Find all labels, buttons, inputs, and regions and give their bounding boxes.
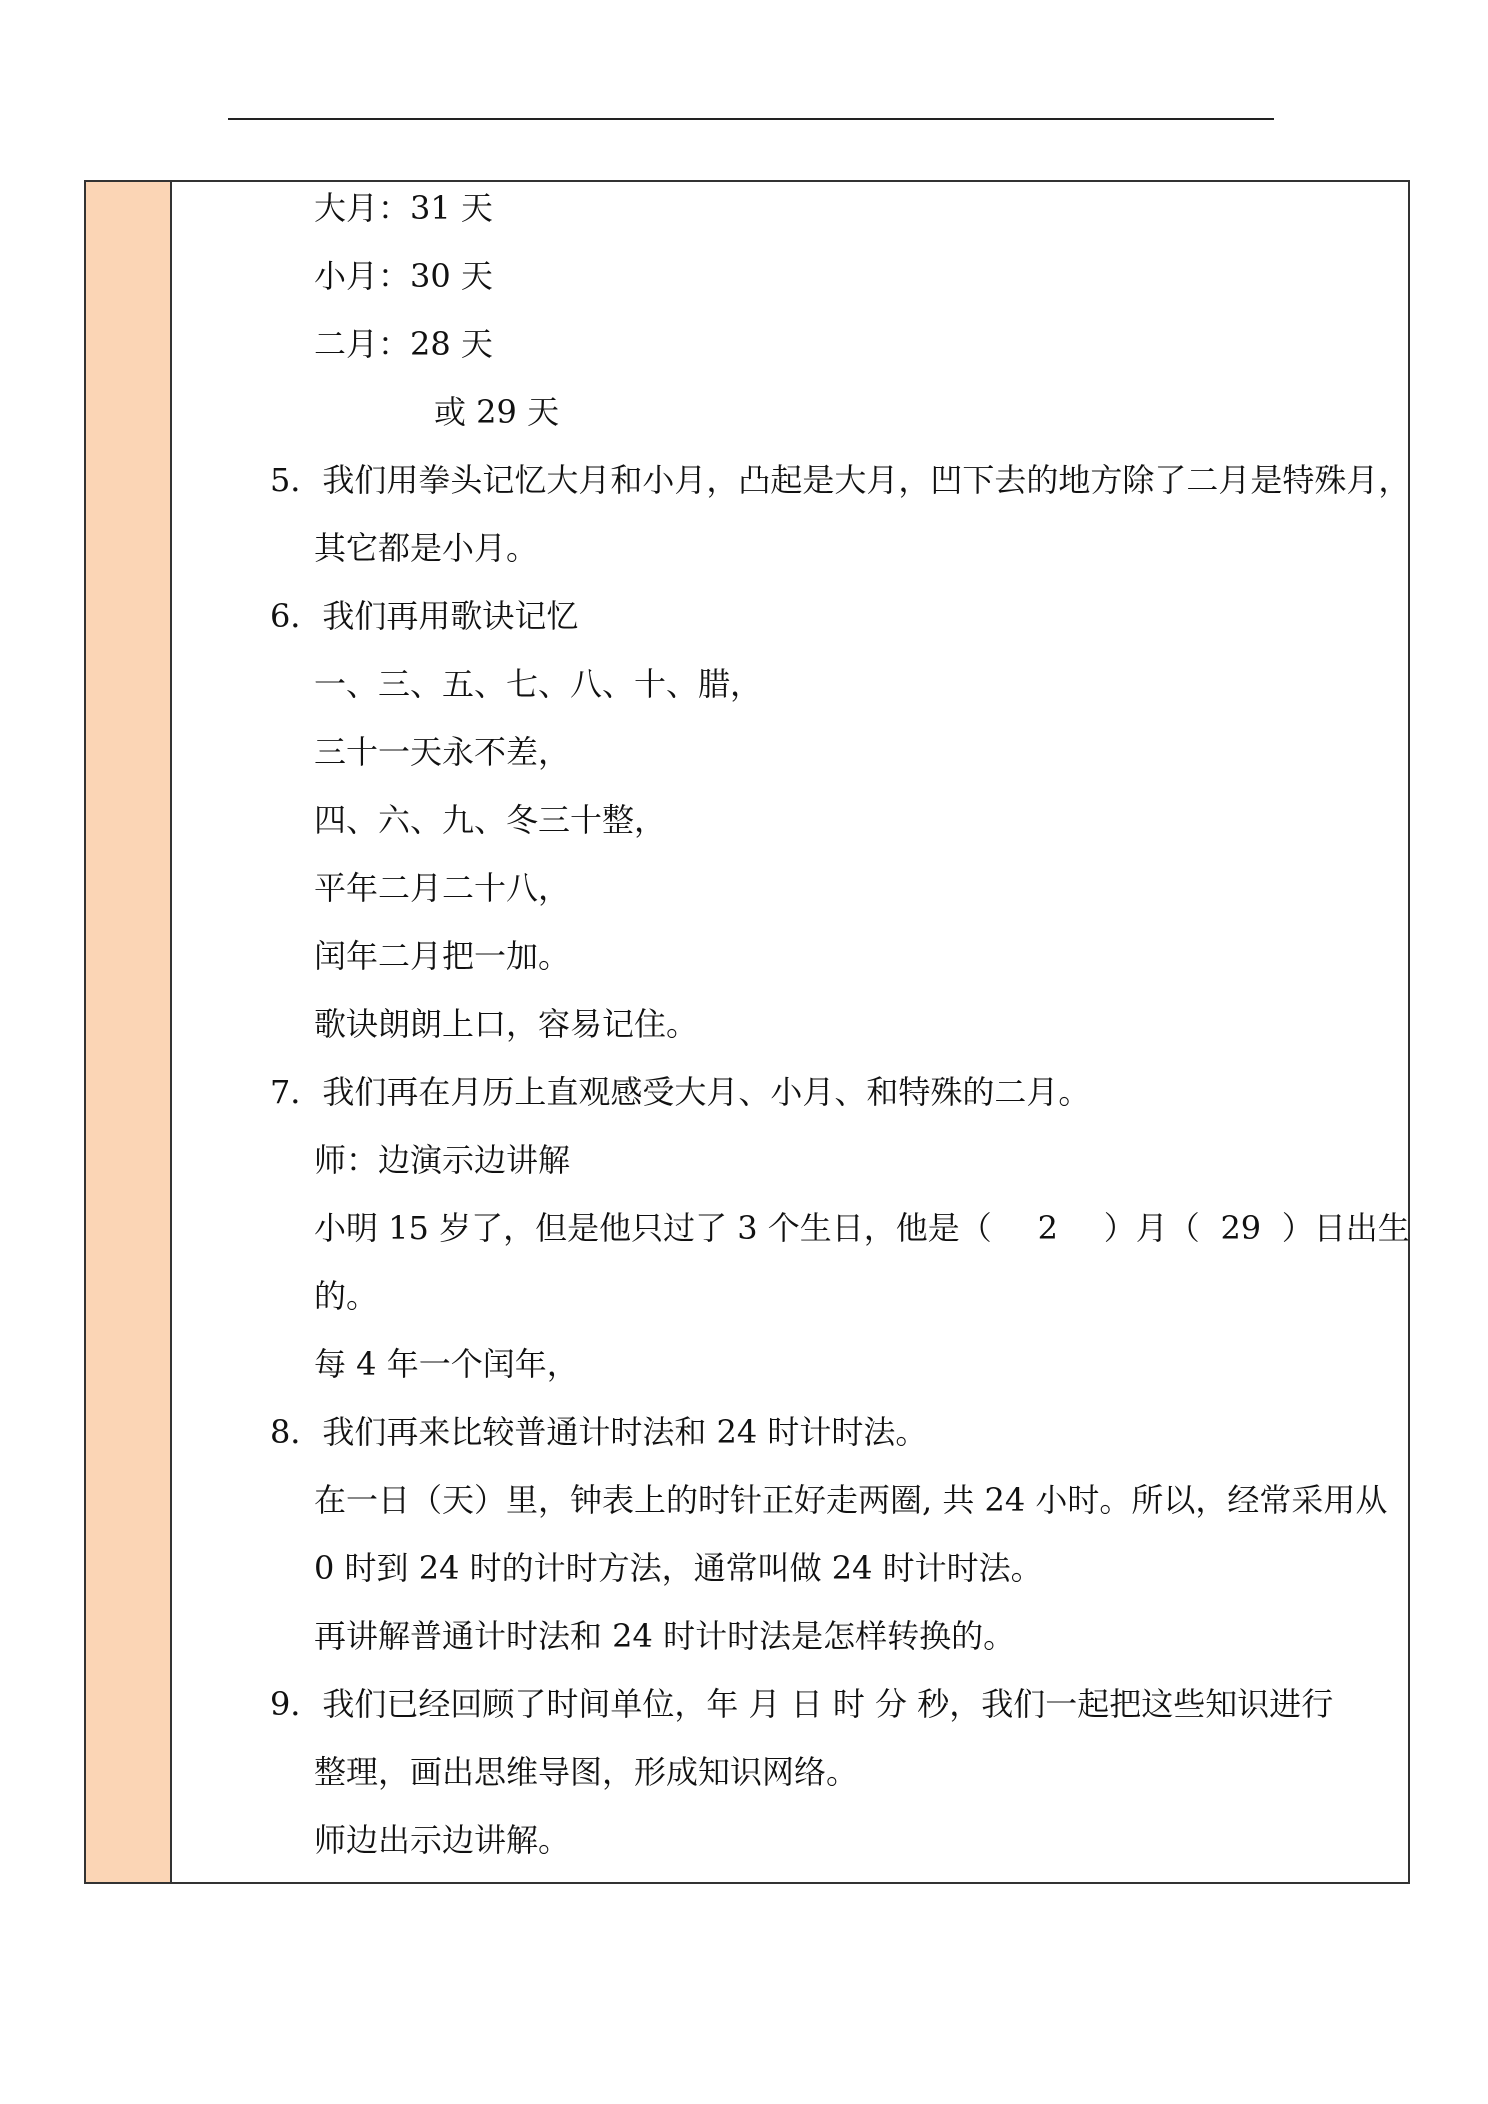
rhyme-line-4: 平年二月二十八，	[314, 869, 571, 907]
rhyme-line-1: 一、三、五、七、八、十、腊，	[314, 665, 763, 703]
teacher-presentation-line: 师边出示边讲解。	[314, 1821, 571, 1859]
birthday-question-text: 小明 15 岁了，但是他只过了 3 个生日，他是（	[314, 1209, 992, 1247]
birthday-question-continued: 的。	[314, 1277, 379, 1315]
step-5-fist-memory: 5．我们用拳头记忆大月和小月，凸起是大月，凹下去的地方除了二月是特殊月，	[270, 461, 1411, 499]
birthday-question-month-label: ）月（	[1103, 1209, 1200, 1247]
rhyme-line-2: 三十一天永不差，	[314, 733, 571, 771]
step-9-mind-map: 9．我们已经回顾了时间单位，年 月 日 时 分 秒，我们一起把这些知识进行	[270, 1685, 1334, 1723]
conversion-explanation: 再讲解普通计时法和 24 时计时法是怎样转换的。	[314, 1617, 1016, 1655]
leap-year-rule: 每 4 年一个闰年，	[314, 1345, 579, 1383]
february-leap-days: 或 29 天	[434, 393, 560, 431]
step-6-rhyme-memory: 6．我们再用歌诀记忆	[270, 597, 579, 635]
clock-explanation: 在一日（天）里，钟表上的时针正好走两圈, 共 24 小时。所以，经常采用从	[314, 1481, 1388, 1519]
step-5-continued: 其它都是小月。	[314, 529, 539, 567]
teacher-demo-line: 师：边演示边讲解	[314, 1141, 571, 1179]
clock-explanation-continued: 0 时到 24 时的计时方法，通常叫做 24 时计时法。	[314, 1549, 1043, 1587]
lesson-content-cell	[172, 182, 1411, 1882]
answer-month: 2	[1037, 1209, 1058, 1247]
lesson-table	[84, 180, 1410, 1884]
header-rule	[228, 118, 1274, 120]
step-9-continued: 整理，画出思维导图，形成知识网络。	[314, 1753, 859, 1791]
answer-day: 29	[1220, 1209, 1262, 1247]
stage-column-cell	[86, 182, 172, 1882]
birthday-question-tail: ）日出生	[1281, 1209, 1410, 1247]
small-month-days: 小月：30 天	[314, 257, 493, 295]
birthday-question	[314, 1208, 1410, 1248]
rhyme-line-3: 四、六、九、冬三十整，	[314, 801, 667, 839]
big-month-days: 大月：31 天	[314, 189, 493, 227]
rhyme-line-5: 闰年二月把一加。	[314, 937, 571, 975]
february-days: 二月：28 天	[314, 325, 493, 363]
step-7-calendar: 7．我们再在月历上直观感受大月、小月、和特殊的二月。	[270, 1073, 1091, 1111]
rhyme-comment: 歌诀朗朗上口，容易记住。	[314, 1005, 699, 1043]
step-8-time-systems: 8．我们再来比较普通计时法和 24 时计时法。	[270, 1413, 928, 1451]
